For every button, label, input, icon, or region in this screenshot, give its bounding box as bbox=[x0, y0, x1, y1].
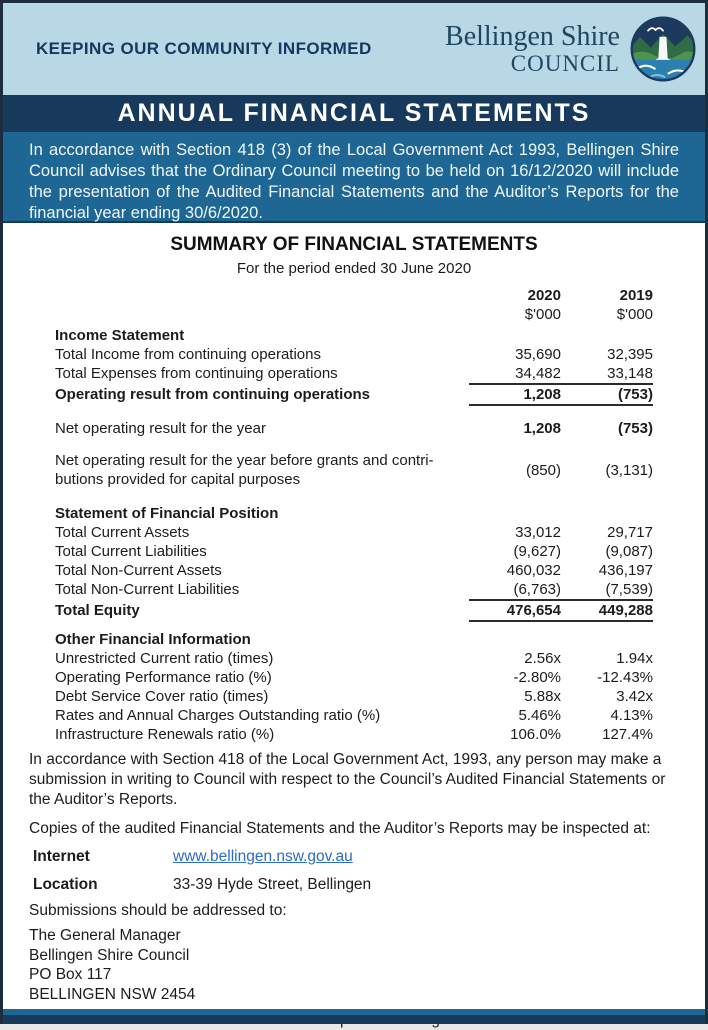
row-label: Operating result from continuing operations bbox=[55, 386, 371, 403]
value-2020: 35,690 bbox=[515, 346, 561, 363]
value-2020: 460,032 bbox=[506, 562, 561, 579]
table-units-row bbox=[55, 305, 653, 324]
row-label: Total Current Assets bbox=[55, 524, 190, 541]
section-heading-row bbox=[55, 326, 653, 345]
bottom-navy-strip bbox=[3, 1015, 705, 1024]
value-2019: 4.13% bbox=[610, 707, 653, 724]
value-2019: 449,288 bbox=[561, 601, 653, 622]
value-2019: (753) bbox=[617, 420, 653, 437]
value-2019: -12.43% bbox=[597, 669, 653, 686]
row-label: Rates and Annual Charges Outstanding ratio (%) bbox=[55, 707, 381, 724]
council-name: Bellingen Shire bbox=[445, 21, 620, 53]
value-2019: (3,131) bbox=[605, 461, 653, 479]
row-label: Total Equity bbox=[55, 602, 140, 619]
section-heading-income-statement: Income Statement bbox=[55, 327, 185, 344]
table-row bbox=[55, 523, 653, 542]
value-2020: 106.0% bbox=[510, 726, 561, 743]
value-2019: 29,717 bbox=[607, 524, 653, 541]
section-heading-row bbox=[55, 504, 653, 523]
value-2019: 1.94x bbox=[616, 650, 653, 667]
table-row bbox=[55, 706, 653, 725]
table-row bbox=[55, 649, 653, 668]
row-label: Total Non-Current Assets bbox=[55, 562, 222, 579]
row-label: Operating Performance ratio (%) bbox=[55, 669, 272, 686]
table-row bbox=[55, 580, 653, 601]
value-2020: 1,208 bbox=[469, 385, 561, 406]
address-line: PO Box 117 bbox=[29, 966, 112, 983]
value-2019: 32,395 bbox=[607, 346, 653, 363]
value-2020: 33,012 bbox=[515, 524, 561, 541]
council-website-link[interactable]: www.bellingen.nsw.gov.au bbox=[173, 848, 353, 865]
value-2020: 476,654 bbox=[469, 601, 561, 622]
table-row-net-result bbox=[55, 419, 653, 438]
postal-address bbox=[29, 926, 677, 1004]
notice-band bbox=[3, 132, 705, 223]
value-2020: 34,482 bbox=[469, 364, 561, 385]
summary-content bbox=[3, 223, 705, 1009]
table-year-header-row bbox=[55, 286, 653, 305]
table-row bbox=[55, 668, 653, 687]
row-label: Total Non-Current Liabilities bbox=[55, 581, 240, 598]
section-heading-row bbox=[55, 630, 653, 649]
row-label: Net operating result for the year bbox=[55, 420, 266, 437]
value-2020: 2.56x bbox=[524, 650, 561, 667]
financial-summary-table bbox=[55, 286, 653, 744]
address-line: The General Manager bbox=[29, 927, 181, 944]
value-2020: 5.88x bbox=[524, 688, 561, 705]
council-brand-text bbox=[445, 22, 620, 75]
value-2019: (7,539) bbox=[561, 580, 653, 601]
council-brand bbox=[445, 15, 697, 83]
table-row bbox=[55, 725, 653, 744]
page-title: ANNUAL FINANCIAL STATEMENTS bbox=[117, 99, 591, 127]
value-2019: 436,197 bbox=[598, 562, 653, 579]
units-2019: $'000 bbox=[616, 306, 653, 323]
masthead bbox=[3, 3, 705, 95]
address-line: BELLINGEN NSW 2454 bbox=[29, 985, 196, 1003]
value-2020: -2.80% bbox=[513, 669, 561, 686]
table-row-total-equity bbox=[55, 601, 653, 622]
row-label: Total Expenses from continuing operations bbox=[55, 365, 338, 382]
copies-paragraph: Copies of the audited Financial Statements and the Auditor’s Reports may be inspected at: bbox=[29, 820, 651, 837]
council-logo-icon bbox=[629, 15, 697, 83]
units-2020: $'000 bbox=[524, 306, 561, 323]
value-2020: (9,627) bbox=[513, 543, 561, 560]
table-row bbox=[55, 542, 653, 561]
location-label: Location bbox=[33, 876, 98, 893]
table-row bbox=[55, 561, 653, 580]
value-2019: (753) bbox=[561, 385, 653, 406]
location-row bbox=[33, 875, 677, 895]
council-word: COUNCIL bbox=[510, 50, 620, 76]
masthead-tagline: KEEPING OUR COMMUNITY INFORMED bbox=[36, 39, 372, 58]
notice-paragraph: In accordance with Section 418 (3) of the Local Government Act 1993, Bellingen Shire Council advises that the Ordinary Council meeting to be held on 16/12/2020 will include the presentation of the Audited Financial Statements and the Auditor’s Reports for the financial year ending 30/6/2020. bbox=[29, 141, 679, 222]
value-2020: 1,208 bbox=[523, 420, 561, 437]
value-2019: (9,087) bbox=[605, 543, 653, 560]
addressed-to-paragraph: Submissions should be addressed to: bbox=[29, 902, 287, 919]
row-label: Debt Service Cover ratio (times) bbox=[55, 688, 269, 705]
value-2019: 127.4% bbox=[602, 726, 653, 743]
table-row-total bbox=[55, 385, 653, 406]
summary-title: SUMMARY OF FINANCIAL STATEMENTS bbox=[170, 234, 538, 255]
table-row bbox=[55, 345, 653, 364]
title-band bbox=[3, 95, 705, 132]
row-label: Total Income from continuing operations bbox=[55, 346, 321, 363]
row-label: Net operating result for the year before grants and contri- butions provided for capital purposes bbox=[55, 452, 434, 488]
section-heading-other-information: Other Financial Information bbox=[55, 631, 251, 648]
internet-label: Internet bbox=[33, 848, 90, 865]
value-2019: 3.42x bbox=[616, 688, 653, 705]
year-header-2019: 2019 bbox=[619, 287, 653, 304]
summary-period: For the period ended 30 June 2020 bbox=[236, 260, 472, 277]
row-label: Unrestricted Current ratio (times) bbox=[55, 650, 274, 667]
value-2020: (850) bbox=[525, 461, 561, 479]
value-2019: 33,148 bbox=[561, 364, 653, 385]
table-row-net-result-before-grants bbox=[55, 451, 653, 489]
table-row bbox=[55, 364, 653, 385]
address-line: Bellingen Shire Council bbox=[29, 946, 190, 964]
value-2020: 5.46% bbox=[518, 707, 561, 724]
submission-paragraph: In accordance with Section 418 of the Local Government Act, 1993, any person may make a submission in writing to Council with respect to the Council’s Audited Financial Statements or the Auditor’s Reports. bbox=[29, 751, 666, 808]
table-row bbox=[55, 687, 653, 706]
internet-row bbox=[33, 847, 677, 867]
section-heading-financial-position: Statement of Financial Position bbox=[55, 505, 279, 522]
location-value: 33-39 Hyde Street, Bellingen bbox=[173, 876, 372, 893]
value-2020: (6,763) bbox=[469, 580, 561, 601]
year-header-2020: 2020 bbox=[527, 287, 561, 304]
row-label: Total Current Liabilities bbox=[55, 543, 207, 560]
row-label: Infrastructure Renewals ratio (%) bbox=[55, 726, 275, 743]
